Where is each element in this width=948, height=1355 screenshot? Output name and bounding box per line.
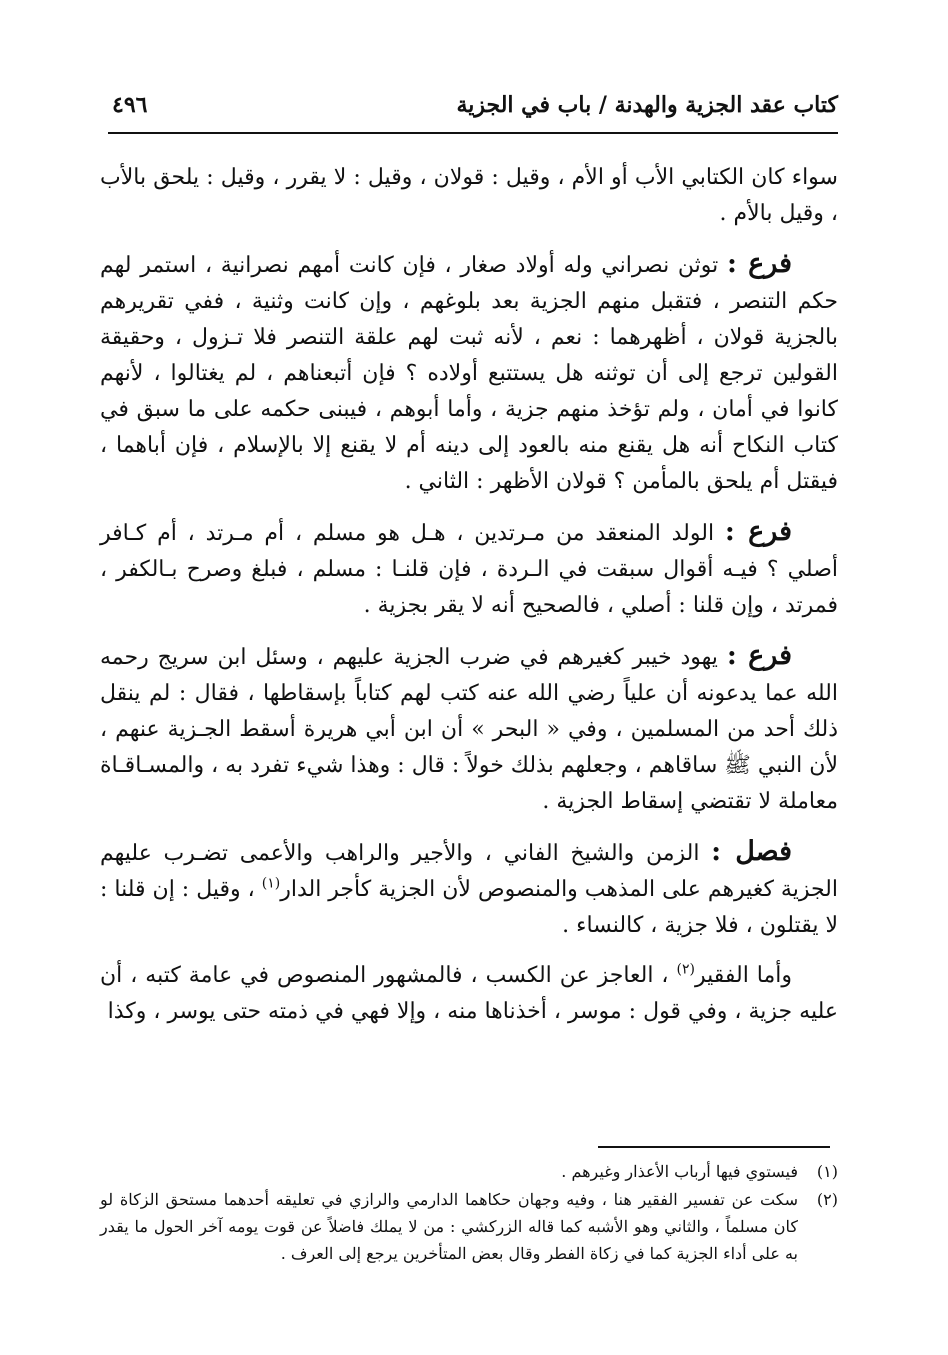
paragraph-continuation: [100, 160, 838, 232]
footnote-text: فيستوي فيها أرباب الأعذار وغيرهم .: [561, 1162, 798, 1181]
paragraph-fasl: [100, 834, 838, 944]
header-rule: [108, 132, 838, 134]
section-term: فصل :: [711, 836, 793, 867]
paragraph-text: وأما الفقير: [694, 963, 792, 988]
footnote-rule: [598, 1146, 830, 1148]
footnote: [100, 1186, 838, 1267]
footnote-marker: (١): [261, 875, 281, 892]
footnote-number: (٢): [816, 1190, 838, 1209]
running-title: كتاب عقد الجزية والهدنة / باب في الجزية: [456, 92, 838, 118]
paragraph-text-after: ، العاجز عن الكسب ، فالمشهور المنصوص في عامة كتبه ، أن عليه جزية ، وفي قول : موسر ، أخذناها منه ، وإلا فهي في ذمته حتى يوسر ، وكذا: [100, 963, 838, 1024]
footnote-text: سكت عن تفسير الفقير هنا ، وفيه وجهان حكاهما الدارمي والرازي في تعليقه أحدهما مستحق الزكاة لو كان مسلماً ، والثاني وهو الأشبه كما قاله الزركشي : من لا يملك فاضلاً عن قوت يومه آخر الحول ما يقدر به على أداء الجزية كما في زكاة الفطر وقال بعض المتأخرين يرجع إلى العرف .: [100, 1190, 799, 1263]
footnote-number: (١): [816, 1162, 838, 1181]
footnote-marker: (٢): [676, 961, 695, 978]
paragraph-text: الزمن والشيخ الفاني ، والأجير والراهب والأعمى تضـرب عليهم الجزية كغيرهم على المذهب والمنصوص لأن الجزية كأجر الدار: [100, 841, 838, 902]
paragraph-far-1: [100, 246, 838, 500]
paragraph-faqir: [100, 958, 838, 1030]
paragraph-text: سواء كان الكتابي الأب أو الأم ، وقيل : قولان ، وقيل : لا يقرر ، وقيل : يلحق بالأب ، وقيل بالأم .: [100, 165, 838, 226]
running-header: [108, 92, 838, 126]
paragraph-text: توثن نصراني وله أولاد صغار ، فإن كانت أمهم نصرانية ، استمر لهم حكم التنصر ، فتقبل منهم الجزية بعد بلوغهم ، وإن كانت وثنية ، ففي تقريرهم بالجزية قولان ، أظهرهما : نعم ، لأنه ثبت لهم علقة التنصر فلا تـزول ، وحقيقة القولين ترجع إلى أن توثنه هل يستتبع أولاده ؟ فإن أتبعناهم ، لم يغتالوا ، لأنهم كانوا في أمان ، ولم تؤخذ منهم جزية ، وأما أبوهم ، فيبنى حكمه على ما سبق في كتاب النكاح أنه هل يقنع منه بالعود إلى دينه أم لا يقنع إلا بالإسلام ، فإن أباهما ، فيقتل أم يلحق بالمأمن ؟ قولان الأظهر : الثاني .: [100, 253, 838, 494]
paragraph-far-3: [100, 638, 838, 820]
footnote: [100, 1158, 838, 1185]
paragraph-text: يهود خيبر كغيرهم في ضرب الجزية عليهم ، وسئل ابن سريج رحمه الله عما يدعونه أن علياً رضي الله عنه كتب لهم كتاباً بإسقاطها ، فقال : لم ينقل ذلك أحد من المسلمين ، وفي « البحر » أن ابن أبي هريرة أسقط الجـزية عنهم ، لأن النبي ﷺ ساقاهم ، وجعلهم بذلك خولاً : قال : وهذا شيء تفرد به ، والمسـاقـاة معاملة لا تقتضي إسقاط الجزية .: [100, 645, 838, 814]
page-number: ٤٩٦: [112, 92, 148, 118]
section-term: فرع :: [724, 516, 793, 547]
section-term: فرع :: [726, 640, 793, 671]
paragraph-far-2: [100, 514, 838, 624]
paragraph-text-after: ، وقيل : إن قلنا : لا يقتلون ، فلا جزية ، كالنساء .: [100, 877, 838, 938]
footnotes: [100, 1158, 838, 1268]
main-text: [100, 160, 838, 1044]
paragraph-text: الولد المنعقد من مـرتدين ، هـل هو مسلم ، أم مـرتد ، أم كـافر أصلي ؟ فيـه أقوال سبقت في الـردة ، فإن قلنـا : مسلم ، فبلغ وصرح بـالكفر ، فمرتد ، وإن قلنا : أصلي ، فالصحيح أنه لا يقر بجزية .: [100, 521, 838, 618]
section-term: فرع :: [727, 248, 792, 279]
